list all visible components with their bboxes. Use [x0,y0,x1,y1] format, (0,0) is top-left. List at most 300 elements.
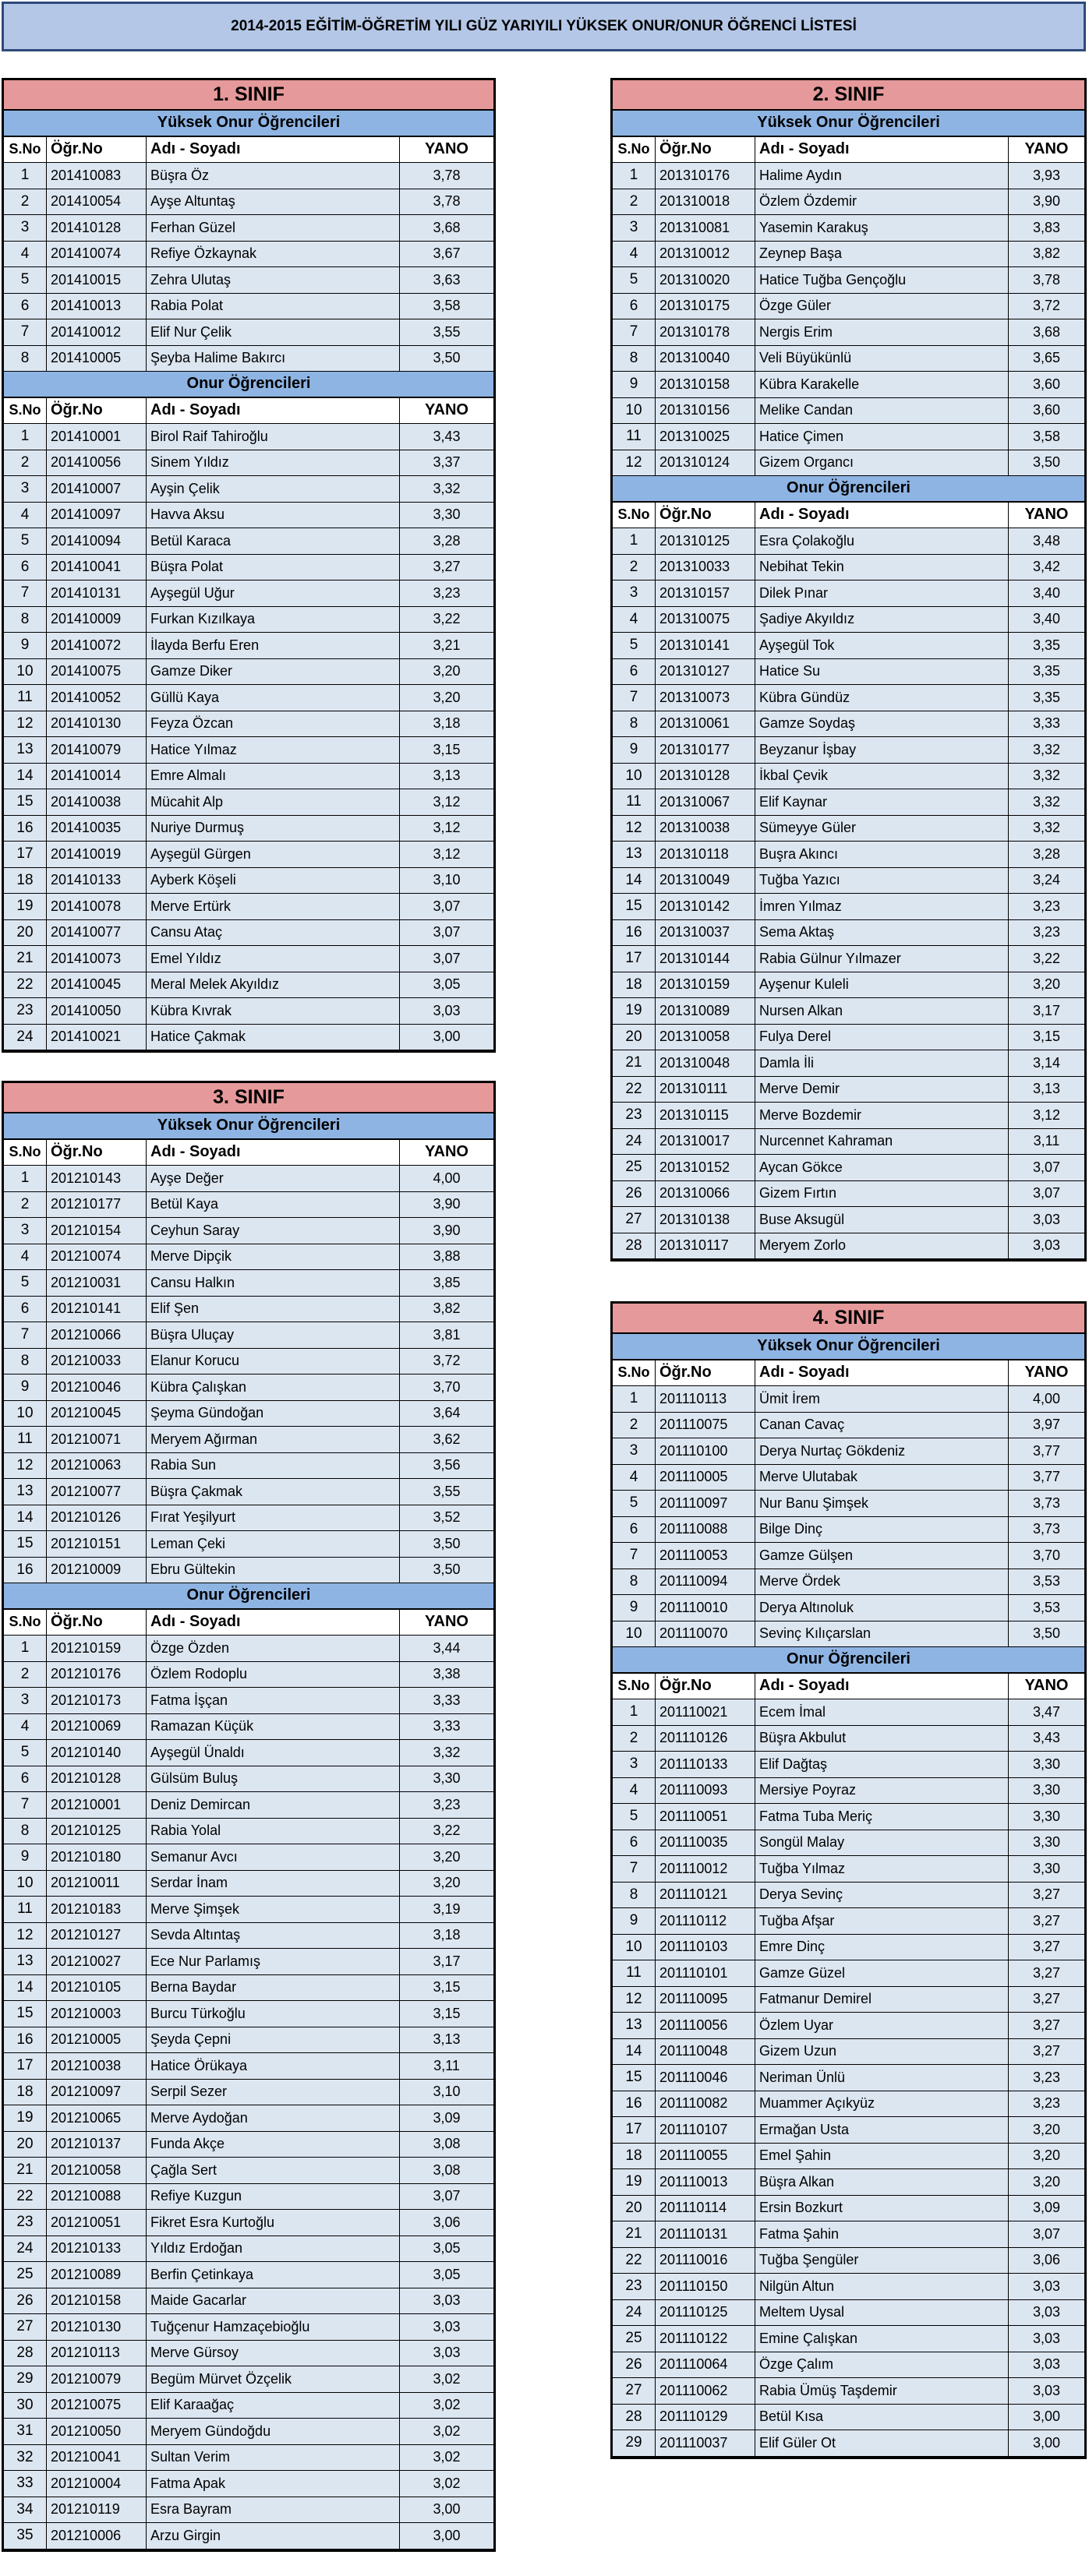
yano-cell: 3,07 [433,898,461,914]
sno-cell: 8 [613,711,656,737]
sno-cell: 1 [613,528,656,554]
yano-cell: 3,06 [433,2214,461,2230]
yano-cell: 3,09 [1032,2200,1061,2216]
ogrno-cell: 201210065 [47,2105,147,2131]
adsoyad-cell: Büşra Akbulut [755,1726,1009,1752]
yano-cell: 3,33 [433,1718,461,1734]
table-row [613,1517,1084,1544]
ogrno-cell: 201110035 [656,1830,755,1856]
table-row [613,894,1084,920]
adsoyad-cell: Arzu Girgin [147,2523,400,2549]
sno-cell: 16 [4,2027,47,2053]
yano-cell: 3,07 [1032,2225,1061,2242]
adsoyad-cell: Elanur Korucu [147,1349,400,1374]
sno-cell: 21 [4,2158,47,2183]
table-row [613,1438,1084,1465]
sno-cell: 14 [4,1975,47,2001]
adsoyad-cell: Berna Baydar [147,1975,400,2001]
ogrno-cell: 201110037 [656,2430,755,2456]
yano-cell: 3,19 [433,1900,461,1917]
section-title: Yüksek Onur Öğrencileri [4,111,493,137]
yano-cell: 3,11 [433,2057,460,2073]
adsoyad-cell: Deniz Demircan [147,1792,400,1818]
sno-cell: 27 [613,1207,656,1233]
table-row [4,1844,493,1871]
sno-cell: 14 [613,2039,656,2065]
ogrno-cell: 201410079 [47,737,147,763]
sno-cell: 23 [613,1103,656,1128]
yano-header: YANO [1024,1364,1069,1382]
adsoyad-cell: Nur Banu Şimşek [755,1491,1009,1516]
sno-cell: 6 [613,659,656,685]
yano-cell: 3,35 [1032,637,1061,653]
sno-cell: 25 [613,1155,656,1180]
table-row [613,319,1084,346]
yano-cell: 3,15 [433,1979,461,1996]
adsoyad-cell: Meryem Ağırman [147,1427,400,1452]
ogrno-cell: 201310048 [656,1050,755,1076]
sno-cell: 14 [613,868,656,894]
table-row [613,1025,1084,1051]
sno-cell: 12 [613,450,656,476]
section-title: Onur Öğrencileri [613,476,1084,503]
ogrno-cell: 201410072 [47,633,147,658]
sno-cell: 11 [4,1427,47,1452]
yano-cell: 3,03 [1032,2330,1061,2346]
adsoyad-cell: Veli Büyükünlü [755,346,1009,372]
yano-cell: 3,00 [433,2527,461,2543]
ogrno-header: Öğr.No [47,398,147,424]
sno-cell: 18 [4,2080,47,2105]
adsoyad-cell: Hatice Çimen [755,424,1009,450]
adsoyad-cell: Halime Aydın [755,163,1009,189]
class-2-table [610,78,1087,1262]
table-row [4,711,493,738]
ogrno-cell: 201210074 [47,1244,147,1270]
adsoyad-cell: Nursen Alkan [755,998,1009,1024]
yano-header: YANO [1024,140,1069,158]
adsoyad-cell: Songül Malay [755,1830,1009,1856]
ogrno-cell: 201210001 [47,1792,147,1818]
ogrno-cell: 201410130 [47,711,147,737]
yano-cell: 3,85 [433,1274,461,1290]
table-row [613,1386,1084,1413]
adsoyad-cell: Damla İli [755,1050,1009,1076]
table-row [613,607,1084,633]
adsoyad-cell: Maide Gacarlar [147,2288,400,2314]
ogrno-cell: 201210176 [47,1662,147,1688]
adsoyad-cell: Gamze Gülşen [755,1543,1009,1569]
ogrno-cell: 201310141 [656,633,755,658]
sno-cell: 27 [4,2314,47,2340]
yano-cell: 3,43 [433,428,461,444]
sno-cell: 3 [613,580,656,606]
ogrno-cell: 201210066 [47,1322,147,1348]
adsoyad-header: Adı - Soyadı [755,503,1009,528]
ogrno-cell: 201310111 [656,1077,755,1103]
ogrno-cell: 201110097 [656,1491,755,1516]
ogrno-cell: 201410007 [47,476,147,502]
table-row [613,1465,1084,1491]
yano-cell: 3,67 [433,245,461,262]
yano-cell: 3,03 [433,2292,461,2309]
ogrno-cell: 201410014 [47,764,147,789]
ogrno-cell: 201310142 [656,894,755,919]
yano-cell: 3,20 [433,1848,461,1865]
yano-cell: 3,73 [1032,1494,1061,1511]
sno-cell: 26 [613,2352,656,2378]
adsoyad-cell: Merve Gürsoy [147,2341,400,2366]
ogrno-cell: 201410035 [47,816,147,842]
sno-cell: 6 [4,555,47,580]
adsoyad-cell: Kübra Çalışkan [147,1374,400,1400]
yano-header: YANO [1024,506,1069,524]
sno-cell: 9 [613,372,656,397]
ogrno-cell: 201410083 [47,163,147,189]
adsoyad-cell: Zeynep Başa [755,242,1009,267]
sno-cell: 21 [613,1050,656,1076]
sno-cell: 4 [4,1714,47,1740]
yano-cell: 3,52 [433,1509,461,1526]
adsoyad-cell: Aycan Gökce [755,1155,1009,1180]
adsoyad-cell: Şeyda Çepni [147,2027,400,2053]
sno-cell: 22 [613,2248,656,2274]
adsoyad-header: Adı - Soyadı [147,1140,400,1166]
ogrno-cell: 201210130 [47,2314,147,2340]
ogrno-cell: 201410015 [47,267,147,293]
yano-cell: 3,30 [1032,1834,1061,1851]
table-header [613,503,1084,529]
yano-cell: 3,47 [1032,1703,1061,1720]
ogrno-cell: 201210180 [47,1844,147,1870]
adsoyad-cell: Feyza Özcan [147,711,400,737]
ogrno-cell: 201310157 [656,580,755,606]
ogrno-cell: 201210009 [47,1558,147,1583]
table-row [613,424,1084,450]
ogrno-cell: 201410005 [47,346,147,372]
sno-cell: 18 [613,2144,656,2169]
yano-cell: 3,18 [433,715,461,732]
table-row [4,319,493,346]
ogrno-cell: 201410013 [47,294,147,319]
adsoyad-cell: Begüm Mürvet Özçelik [147,2366,400,2392]
sno-cell: 2 [613,1726,656,1752]
adsoyad-cell: Şadiye Akyıldız [755,607,1009,633]
yano-cell: 3,12 [433,845,461,862]
yano-cell: 3,08 [433,2136,461,2152]
sno-header: S.No [4,1140,47,1166]
ogrno-cell: 201310049 [656,868,755,894]
yano-cell: 3,27 [1032,2017,1061,2033]
table-row [4,1270,493,1297]
sno-cell: 12 [613,1987,656,2013]
sno-cell: 10 [4,659,47,685]
yano-cell: 3,42 [1032,559,1061,575]
ogrno-cell: 201310144 [656,946,755,972]
ogrno-cell: 201110055 [656,2144,755,2169]
sno-cell: 6 [613,1517,656,1543]
ogrno-cell: 201410133 [47,868,147,894]
adsoyad-cell: Tuğçenur Hamzaçebioğlu [147,2314,400,2340]
yano-cell: 3,22 [433,611,461,627]
table-row [613,1804,1084,1830]
adsoyad-cell: Yasemin Karakuş [755,215,1009,241]
adsoyad-cell: Merve Aydoğan [147,2105,400,2131]
yano-cell: 3,27 [1032,1964,1061,1981]
yano-cell: 3,97 [1032,1417,1061,1433]
section-title: Onur Öğrencileri [4,1583,493,1610]
ogrno-cell: 201210119 [47,2497,147,2523]
ogrno-cell: 201210143 [47,1166,147,1191]
sno-cell: 9 [4,633,47,658]
yano-cell: 3,81 [433,1326,461,1343]
sno-cell: 2 [613,555,656,580]
yano-cell: 3,32 [1032,793,1061,810]
table-row [4,998,493,1025]
sno-cell: 14 [4,1505,47,1531]
sno-cell: 5 [613,1491,656,1516]
table-row [4,2001,493,2027]
sno-cell: 7 [613,319,656,345]
sno-cell: 12 [613,816,656,842]
class-title: 4. SINIF [613,1304,1084,1334]
adsoyad-cell: Çağla Sert [147,2158,400,2183]
yano-cell: 3,27 [1032,1912,1061,1928]
adsoyad-cell: Semanur Avcı [147,1844,400,1870]
yano-cell: 3,12 [1032,1106,1061,1123]
sno-cell: 25 [613,2326,656,2352]
adsoyad-cell: Sevda Altıntaş [147,1923,400,1949]
adsoyad-cell: Nergis Erim [755,319,1009,345]
table-row [613,1155,1084,1181]
sno-cell: 17 [613,946,656,972]
sno-cell: 1 [4,1166,47,1191]
table-header [613,137,1084,164]
yano-cell: 3,58 [433,298,461,314]
yano-cell: 3,30 [1032,1782,1061,1798]
table-row [4,633,493,659]
yano-cell: 3,05 [433,2266,461,2282]
sno-cell: 8 [613,1883,656,1908]
sno-cell: 8 [4,607,47,633]
yano-cell: 3,50 [1032,1625,1061,1642]
adsoyad-cell: Berfin Çetinkaya [147,2262,400,2288]
yano-cell: 3,07 [1032,1185,1061,1202]
table-row [613,1752,1084,1778]
sno-cell: 11 [613,424,656,450]
sno-cell: 4 [4,503,47,528]
adsoyad-cell: İmren Yılmaz [755,894,1009,919]
adsoyad-cell: Rabia Sun [147,1453,400,1479]
ogrno-cell: 201310158 [656,372,755,397]
adsoyad-cell: Esra Bayram [147,2497,400,2523]
adsoyad-cell: Mersiye Poyraz [755,1778,1009,1804]
adsoyad-cell: Hatice Çakmak [147,1025,400,1050]
sno-cell: 27 [613,2378,656,2404]
sno-cell: 23 [4,998,47,1024]
adsoyad-cell: Bilge Dinç [755,1517,1009,1543]
ogrno-cell: 201210159 [47,1636,147,1661]
sno-cell: 5 [613,633,656,658]
ogrno-cell: 201210041 [47,2445,147,2471]
adsoyad-cell: Büşra Polat [147,555,400,580]
ogrno-cell: 201110131 [656,2221,755,2247]
ogrno-cell: 201110048 [656,2039,755,2065]
sno-cell: 4 [613,1465,656,1491]
yano-cell: 3,78 [433,167,461,183]
adsoyad-cell: Hatice Tuğba Gençoğlu [755,267,1009,293]
adsoyad-header: Adı - Soyadı [755,137,1009,163]
yano-cell: 3,06 [1032,2252,1061,2268]
sno-cell: 35 [4,2523,47,2549]
adsoyad-cell: Tuğba Afşar [755,1908,1009,1934]
table-row [4,842,493,868]
adsoyad-cell: Ümit İrem [755,1386,1009,1412]
ogrno-cell: 201310127 [656,659,755,685]
adsoyad-cell: Ramazan Küçük [147,1714,400,1740]
ogrno-cell: 201410074 [47,242,147,267]
yano-cell: 3,00 [1032,2434,1061,2451]
ogrno-cell: 201310124 [656,450,755,476]
ogrno-cell: 201110016 [656,2248,755,2274]
table-header [4,1610,493,1636]
sno-cell: 2 [613,189,656,215]
table-row [613,267,1084,294]
adsoyad-cell: Şeyma Gündoğan [147,1401,400,1427]
table-row [613,1050,1084,1077]
yano-cell: 3,03 [1032,2278,1061,2294]
ogrno-cell: 201210005 [47,2027,147,2053]
ogrno-cell: 201310066 [656,1181,755,1207]
ogrno-cell: 201410054 [47,189,147,215]
table-row [613,528,1084,555]
yano-cell: 3,65 [1032,350,1061,366]
yano-cell: 3,14 [1032,1054,1061,1071]
sno-cell: 8 [613,1569,656,1595]
sno-cell: 22 [4,2184,47,2210]
yano-cell: 3,62 [433,1431,461,1447]
ogrno-cell: 201110056 [656,2013,755,2038]
table-row [613,2039,1084,2066]
adsoyad-cell: Ayşegül Uğur [147,580,400,606]
table-row [4,659,493,686]
table-row [613,1077,1084,1103]
yano-cell: 3,00 [1032,2408,1061,2425]
sno-cell: 32 [4,2445,47,2471]
adsoyad-cell: Canan Cavaç [755,1413,1009,1438]
yano-cell: 3,33 [433,1692,461,1708]
table-row [4,2184,493,2211]
sno-cell: 3 [4,1218,47,1244]
sno-cell: 17 [4,2053,47,2079]
adsoyad-cell: Cansu Ataç [147,920,400,946]
table-row [613,2248,1084,2274]
yano-cell: 3,20 [433,689,461,705]
table-row [4,1244,493,1271]
table-row [613,1856,1084,1883]
adsoyad-cell: Kübra Gündüz [755,685,1009,711]
adsoyad-cell: Büşra Uluçay [147,1322,400,1348]
table-row [4,2236,493,2263]
yano-cell: 3,02 [433,2449,461,2465]
yano-cell: 3,37 [433,454,461,471]
table-row [4,2105,493,2132]
adsoyad-cell: Elif Dağtaş [755,1752,1009,1777]
table-row [613,2326,1084,2352]
table-row [613,346,1084,372]
adsoyad-header: Adı - Soyadı [755,1360,1009,1386]
yano-cell: 4,00 [1032,1390,1061,1406]
adsoyad-cell: Tuğba Yılmaz [755,1856,1009,1882]
table-row [613,1960,1084,1987]
yano-cell: 3,12 [433,793,461,810]
sno-cell: 11 [613,1960,656,1986]
sno-cell: 10 [4,1401,47,1427]
table-row [4,1401,493,1427]
ogrno-cell: 201210058 [47,2158,147,2183]
sno-cell: 9 [613,1595,656,1621]
yano-cell: 3,55 [433,1483,461,1499]
adsoyad-cell: Betül Kısa [755,2405,1009,2430]
yano-cell: 3,03 [433,2345,461,2361]
ogrno-cell: 201410128 [47,215,147,241]
adsoyad-cell: Sevinç Kılıçarslan [755,1621,1009,1647]
table-row [613,242,1084,268]
yano-cell: 3,90 [433,1222,461,1238]
sno-cell: 8 [4,346,47,372]
adsoyad-cell: Merve Bozdemir [755,1103,1009,1128]
yano-cell: 3,10 [433,872,461,888]
adsoyad-cell: Emre Dinç [755,1935,1009,1960]
sno-cell: 13 [4,737,47,763]
adsoyad-cell: Serpil Sezer [147,2080,400,2105]
ogrno-cell: 201410073 [47,946,147,972]
ogrno-cell: 201210140 [47,1740,147,1766]
yano-cell: 3,72 [433,1353,461,1369]
sno-cell: 7 [4,319,47,345]
table-row [4,789,493,816]
yano-cell: 3,17 [433,1953,461,1969]
table-row [4,2210,493,2236]
sno-cell: 16 [613,2091,656,2117]
yano-cell: 3,63 [433,271,461,288]
ogrno-cell: 201310020 [656,267,755,293]
ogrno-cell: 201310152 [656,1155,755,1180]
class-title: 3. SINIF [4,1083,493,1113]
ogrno-cell: 201110070 [656,1621,755,1647]
table-row [4,2419,493,2445]
ogrno-cell: 201310115 [656,1103,755,1128]
table-row [4,1374,493,1401]
yano-cell: 3,13 [1032,1081,1061,1097]
ogrno-cell: 201310128 [656,764,755,789]
adsoyad-cell: İkbal Çevik [755,764,1009,789]
table-row [4,242,493,268]
ogrno-cell: 201110021 [656,1699,755,1725]
adsoyad-cell: Fatma Tuba Meriç [755,1804,1009,1830]
ogrno-cell: 201110126 [656,1726,755,1752]
yano-cell: 3,48 [1032,532,1061,549]
table-row [613,2196,1084,2222]
sno-cell: 11 [613,789,656,815]
yano-cell: 3,07 [1032,1159,1061,1175]
table-row [613,372,1084,398]
table-row [4,1166,493,1192]
ogrno-cell: 201310177 [656,737,755,763]
ogrno-cell: 201210011 [47,1871,147,1897]
table-row [613,946,1084,972]
adsoyad-cell: Funda Akçe [147,2132,400,2158]
